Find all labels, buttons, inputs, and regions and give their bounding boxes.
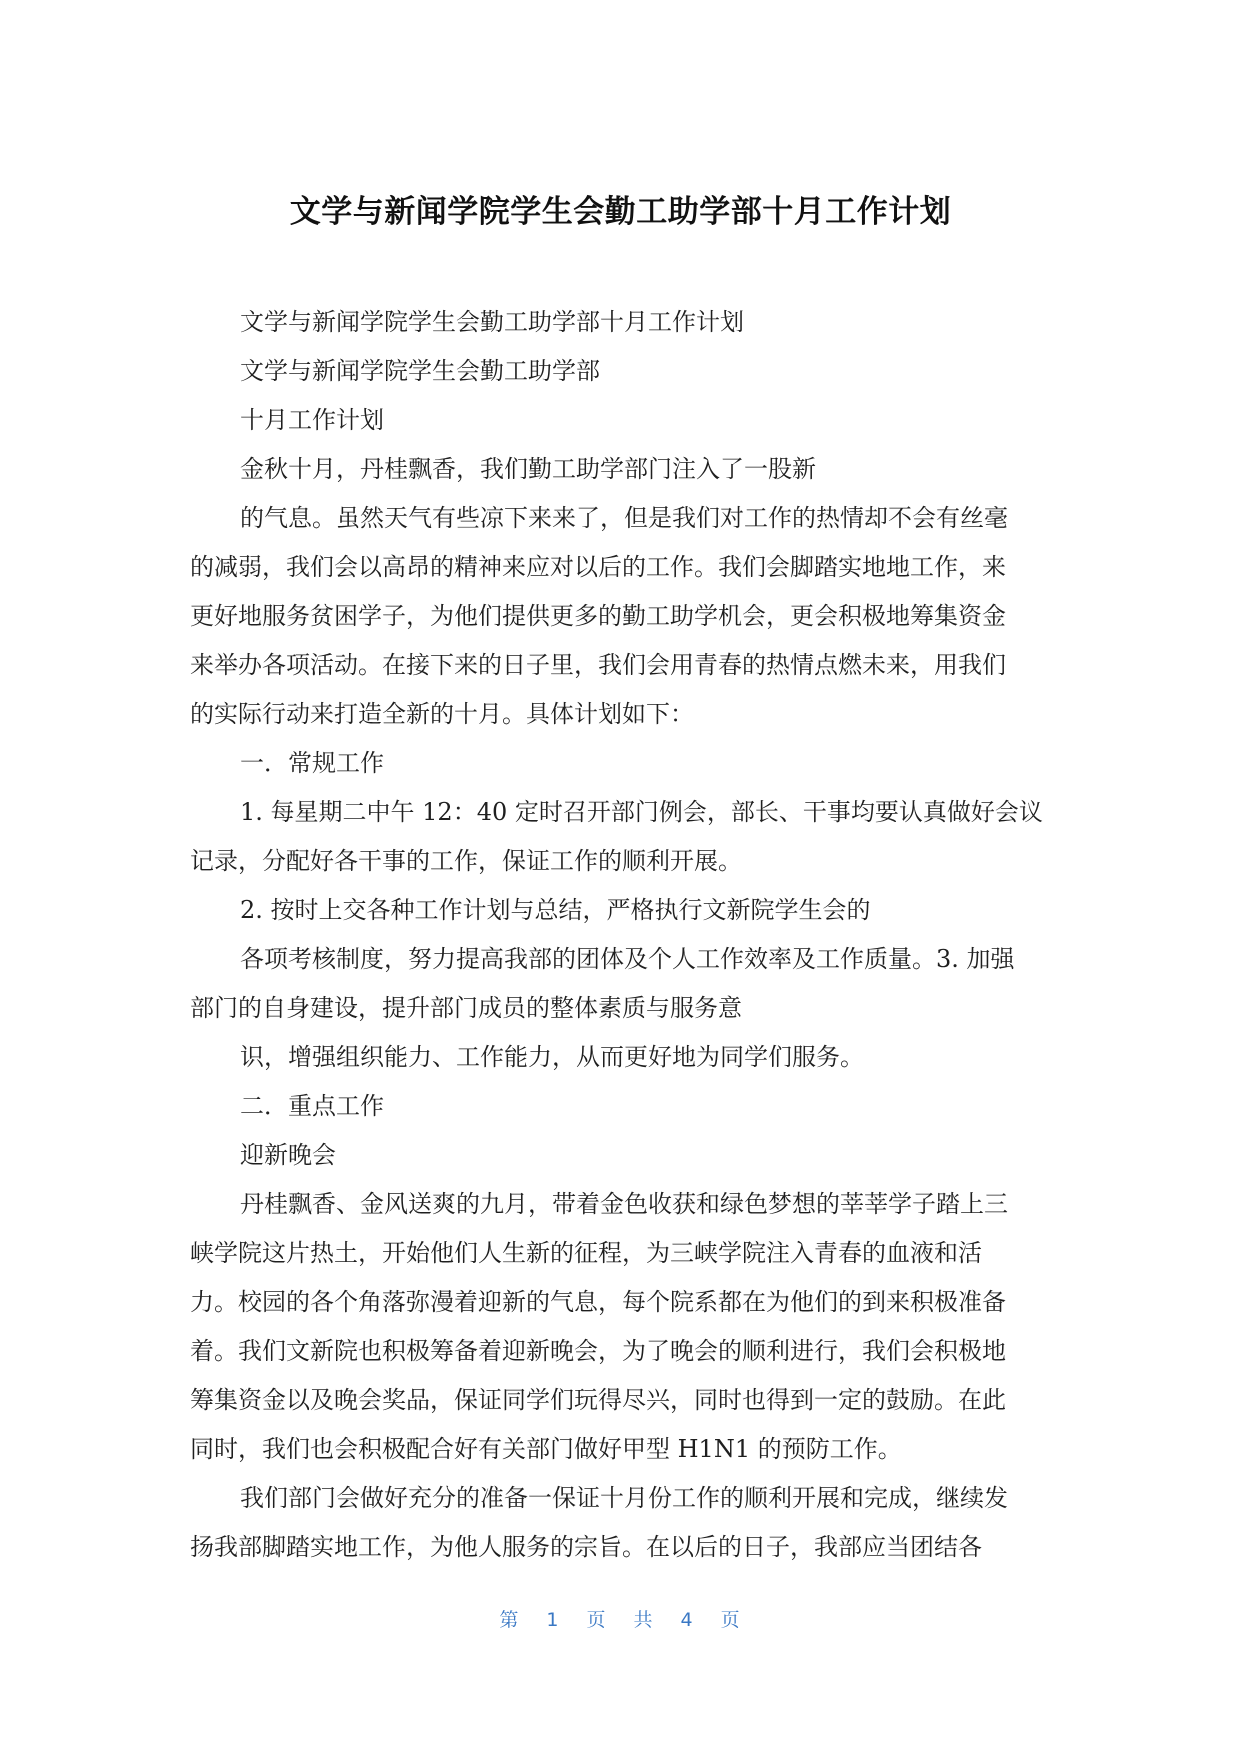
body-line: 2. 按时上交各种工作计划与总结，严格执行文新院学生会的 bbox=[240, 896, 871, 924]
body-line: 各项考核制度，努力提高我部的团体及个人工作效率及工作质量。3. 加强 bbox=[240, 945, 1015, 973]
body-line: 记录，分配好各干事的工作，保证工作的顺利开展。 bbox=[190, 847, 742, 875]
body-line: 更好地服务贫困学子，为他们提供更多的勤工助学机会，更会积极地筹集资金 bbox=[190, 602, 1006, 630]
document-title: 文学与新闻学院学生会勤工助学部十月工作计划 bbox=[289, 194, 952, 230]
document-body bbox=[190, 298, 1050, 1572]
body-line: 的实际行动来打造全新的十月。具体计划如下： bbox=[190, 700, 694, 728]
body-line: 来举办各项活动。在接下来的日子里，我们会用青春的热情点燃未来，用我们 bbox=[190, 651, 1006, 679]
body-line: 着。我们文新院也积极筹备着迎新晚会，为了晚会的顺利进行，我们会积极地 bbox=[190, 1337, 1006, 1365]
body-line: 文学与新闻学院学生会勤工助学部 bbox=[240, 357, 600, 385]
body-line: 1. 每星期二中午 12：40 定时召开部门例会，部长、干事均要认真做好会议 bbox=[240, 798, 1043, 826]
body-line: 十月工作计划 bbox=[240, 406, 384, 434]
body-line: 同时，我们也会积极配合好有关部门做好甲型 H1N1 的预防工作。 bbox=[190, 1435, 902, 1463]
body-line: 的气息。虽然天气有些凉下来来了，但是我们对工作的热情却不会有丝毫 bbox=[240, 504, 1008, 532]
body-line: 金秋十月，丹桂飘香，我们勤工助学部门注入了一股新 bbox=[240, 455, 816, 483]
body-line: 文学与新闻学院学生会勤工助学部十月工作计划 bbox=[240, 308, 744, 336]
page-number-footer: 第 1 页 共 4 页 bbox=[499, 1609, 742, 1631]
body-line: 丹桂飘香、金风送爽的九月，带着金色收获和绿色梦想的莘莘学子踏上三 bbox=[240, 1190, 1008, 1218]
body-line: 我们部门会做好充分的准备一保证十月份工作的顺利开展和完成，继续发 bbox=[240, 1484, 1008, 1512]
section-heading: 二．重点工作 bbox=[240, 1092, 384, 1120]
body-line: 筹集资金以及晚会奖品，保证同学们玩得尽兴，同时也得到一定的鼓励。在此 bbox=[190, 1386, 1006, 1414]
body-line: 扬我部脚踏实地工作，为他人服务的宗旨。在以后的日子，我部应当团结各 bbox=[190, 1533, 982, 1561]
body-line: 部门的自身建设，提升部门成员的整体素质与服务意 bbox=[190, 994, 742, 1022]
body-line: 的减弱，我们会以高昂的精神来应对以后的工作。我们会脚踏实地地工作，来 bbox=[190, 553, 1006, 581]
body-line: 识，增强组织能力、工作能力，从而更好地为同学们服务。 bbox=[240, 1043, 864, 1071]
subsection-heading: 迎新晚会 bbox=[240, 1141, 336, 1169]
body-line: 力。校园的各个角落弥漫着迎新的气息，每个院系都在为他们的到来积极准备 bbox=[190, 1288, 1006, 1316]
body-line: 峡学院这片热土，开始他们人生新的征程，为三峡学院注入青春的血液和活 bbox=[190, 1239, 982, 1267]
section-heading: 一．常规工作 bbox=[240, 749, 384, 777]
